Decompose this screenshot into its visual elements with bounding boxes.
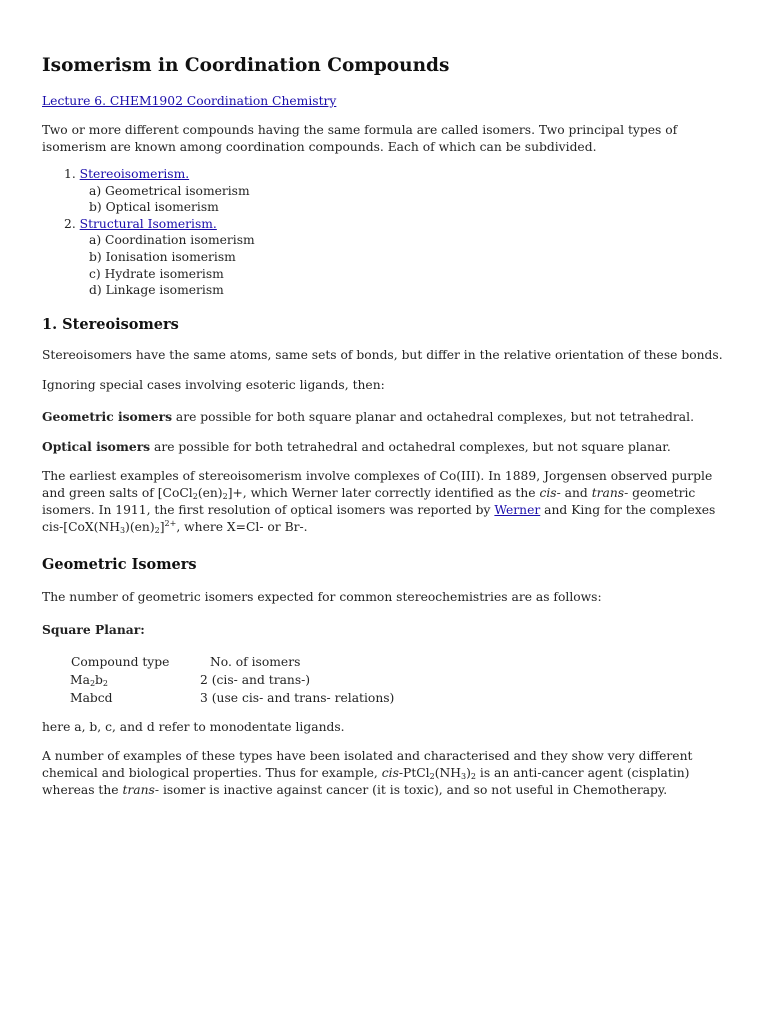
list-item: b) Optical isomerism	[89, 200, 219, 215]
optical-isomers-term: Optical isomers	[42, 439, 151, 454]
list-item	[42, 166, 255, 183]
table-header-compound	[70, 653, 200, 671]
examples-text: )	[466, 766, 471, 780]
square-planar-title: Square Planar:	[42, 622, 145, 637]
table-cell: Mabcd	[70, 690, 113, 705]
square-planar-label	[42, 622, 145, 639]
toc-number: 1.	[64, 167, 76, 181]
history-text: and	[560, 486, 592, 500]
examples-text: isomer is inactive against cancer (it is toxic), and so not useful in Chemotherapy.	[159, 783, 668, 797]
history-text: )(en)	[125, 520, 155, 534]
history-text: , where X=Cl- or Br-.	[176, 520, 308, 534]
table-row	[70, 653, 394, 671]
subscript: 2	[102, 678, 108, 688]
examples-text: is an anti-cancer agent (cisplatin) whereas the	[42, 766, 690, 797]
list-item: c) Hydrate isomerism	[89, 266, 224, 281]
optical-isomers-paragraph	[42, 439, 671, 456]
cell-text: b	[95, 672, 103, 687]
table-row	[70, 671, 394, 689]
stereoisomerism-link[interactable]: Stereoisomerism.	[79, 167, 190, 181]
subscript: 2	[429, 772, 435, 781]
header-text: Compound type	[71, 654, 170, 669]
isomer-table	[70, 653, 394, 707]
examples-text: (NH	[434, 766, 461, 780]
list-item: a) Geometrical isomerism	[89, 183, 250, 198]
subscript: 2	[89, 678, 96, 688]
optical-isomers-text: are possible for both tetrahedral and octahedral complexes, but not square planar.	[150, 440, 671, 454]
subscript: 2	[470, 772, 476, 781]
table-cell	[70, 671, 200, 689]
stereoisomers-definition: Stereoisomers have the same atoms, same sets of bonds, but differ in the relative orientation of these bonds.	[42, 348, 723, 362]
superscript: 2+	[164, 519, 177, 528]
history-text: (en)	[197, 486, 223, 500]
geometric-isomers-text: are possible for both square planar and octahedral complexes, but not tetrahedral.	[172, 410, 694, 424]
table-header-isomers	[200, 653, 394, 671]
stereoisomers-heading: 1. Stereoisomers	[42, 316, 179, 333]
examples-text: A number of examples of these types have been isolated and characterised and they show very different chemical and biological properties. Thus for example,	[42, 749, 693, 780]
cis-term: cis-	[539, 486, 561, 500]
history-text: ]+, which Werner later correctly identified as the	[227, 486, 540, 500]
examples-paragraph	[42, 748, 732, 799]
cis-term: cis	[381, 766, 399, 780]
list-item: a) Coordination isomerism	[89, 233, 255, 248]
trans-term: trans-	[122, 783, 160, 797]
history-paragraph	[42, 468, 732, 536]
subscript: 3	[460, 772, 467, 781]
geometric-isomers-paragraph	[42, 409, 694, 426]
monodentate-note: here a, b, c, and d refer to monodentate ligands.	[42, 720, 345, 734]
history-text: The earliest examples of stereoisomerism involve complexes of Co(III). In 1889, Jorgensen observed purple and green salts of [CoCl	[42, 469, 713, 500]
toc-list	[42, 166, 255, 299]
list-item: d) Linkage isomerism	[89, 283, 224, 298]
page-title: Isomerism in Coordination Compounds	[42, 55, 450, 76]
table-cell: 2 (cis- and trans-)	[200, 672, 311, 687]
geometric-isomers-heading: Geometric Isomers	[42, 556, 197, 573]
subscript: 2	[192, 492, 198, 501]
esoteric-ligands-note: Ignoring special cases involving esoteric ligands, then:	[42, 378, 385, 392]
trans-term: trans-	[591, 486, 629, 500]
intro-paragraph: Two or more different compounds having the same formula are called isomers. Two principal types of isomerism are known among coordination compounds. Each of which can be subdivided.	[42, 123, 678, 154]
table-cell: 3 (use cis- and trans- relations)	[200, 690, 395, 705]
history-text: and King for the complexes cis-[CoX(NH	[42, 503, 716, 534]
werner-link[interactable]: Werner	[494, 503, 541, 517]
subscript: 2	[154, 526, 160, 535]
subscript: 3	[119, 526, 126, 535]
geometric-isomers-term: Geometric isomers	[42, 409, 172, 424]
history-text: ]	[159, 520, 165, 534]
toc-number: 2.	[64, 216, 76, 231]
lecture-link[interactable]: Lecture 6. CHEM1902 Coordination Chemistry	[42, 94, 337, 108]
list-item: b) Ionisation isomerism	[89, 249, 236, 264]
cell-text: Ma	[70, 672, 90, 687]
history-text: geometric isomers. In 1911, the first resolution of optical isomers was reported by	[42, 486, 696, 517]
table-row	[70, 689, 394, 707]
list-item	[42, 216, 255, 233]
geometric-intro: The number of geometric isomers expected for common stereochemistries are as follows:	[42, 590, 602, 604]
header-text: No. of isomers	[210, 654, 301, 669]
subscript: 2	[222, 492, 228, 501]
examples-text: -PtCl	[398, 766, 430, 780]
structural-isomerism-link[interactable]: Structural Isomerism.	[79, 216, 217, 231]
